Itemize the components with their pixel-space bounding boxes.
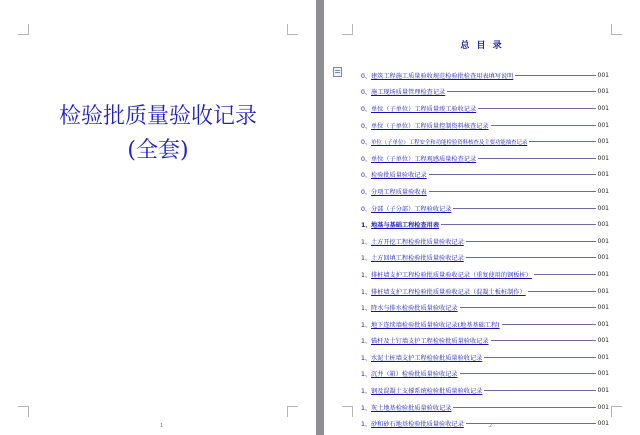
toc-entry-link[interactable]: 分项工程质量验收表 [371,188,427,196]
toc-entry-number: 1、 [361,421,372,429]
crop-mark-bottom-right [611,406,622,417]
toc-entry-link[interactable]: 排桩墙支护工程检验批质量验收记录（混凝土板桩制作） [371,288,526,296]
toc-entry-page: 001 [597,204,609,212]
toc-entry-page: 001 [597,154,609,162]
toc-entry-page: 001 [597,71,609,79]
toc-entry[interactable] [361,415,609,432]
toc-entry-page: 001 [597,237,609,245]
toc-entry-page: 001 [597,320,609,328]
crop-mark-bottom-right [287,406,298,417]
toc-entry[interactable] [361,382,609,399]
toc-leader-line [429,191,596,192]
toc-entry-number: 0、 [361,205,372,213]
toc-entry-page: 001 [597,353,609,361]
toc-entry[interactable] [361,167,609,184]
toc-entry-link[interactable]: 单位（子单位）工程观感质量检查记录 [371,155,477,163]
crop-mark-top-left [342,24,353,35]
toc-entry-link[interactable]: 土方回填工程检验批质量验收记录 [371,255,464,263]
crop-mark-bottom-left [18,406,29,417]
toc-entry[interactable] [361,216,609,233]
toc-entry-link[interactable]: 分部（子分部）工程验收记录 [371,205,452,213]
toc-entry-page: 001 [597,337,609,345]
toc-entry-page: 001 [597,187,609,195]
toc-entry-number: 0、 [361,105,372,113]
toc-entry[interactable] [361,250,609,267]
toc-entry[interactable] [361,183,609,200]
toc-entry-page: 001 [597,403,609,411]
toc-entry-page: 001 [597,121,609,129]
toc-entry-number: 0、 [361,72,372,80]
toc-entry-number: 1、 [361,404,372,412]
toc-entry-link[interactable]: 单位（子单位）工程质量竣工验收记录 [371,105,477,113]
toc-leader-line [484,390,595,391]
toc-leader-line [447,91,595,92]
cover-page-number: 1 [160,423,164,429]
toc-entry[interactable] [361,67,609,84]
toc-entry[interactable] [361,299,609,316]
toc-entry-page: 001 [597,287,609,295]
toc-entry[interactable] [361,266,609,283]
toc-entry[interactable] [361,349,609,366]
crop-mark-top-right [287,24,298,35]
toc-entry-link[interactable]: 地下连续墙检验批质量验收记录(地基基础工程) [371,321,500,329]
toc-entry-link[interactable]: 砂和砂石地基检验批质量验收记录 [371,421,464,429]
toc-entry-link[interactable]: 土方开挖工程检验批质量验收记录 [371,238,464,246]
toc-entry-link[interactable]: 锚杆及土钉墙支护工程检验批质量验收记录 [371,338,489,346]
toc-entry[interactable] [361,316,609,333]
toc-entry[interactable] [361,133,609,150]
toc-entry-number: 1、 [361,338,372,346]
toc-entry-number: 0、 [361,122,372,130]
toc-title: 总 目 录 [460,41,504,51]
cover-page [0,0,316,435]
toc-entry-number: 0、 [361,155,372,163]
toc-leader-line [528,291,596,292]
toc-entry[interactable] [361,117,609,134]
toc-leader-line [466,257,596,258]
toc-entry[interactable] [361,366,609,383]
toc-entry-link[interactable]: 降水与排水检验批质量验收记录 [371,305,458,313]
toc-page [324,0,640,435]
toc-entry[interactable] [361,100,609,117]
toc-list [361,67,609,432]
toc-entry-number: 1、 [361,321,372,329]
toc-entry-link[interactable]: 单位（子单位）工程质量控制资料核查记录 [371,122,489,130]
toc-entry[interactable] [361,200,609,217]
toc-leader-line [502,324,596,325]
toc-entry-number: 1、 [361,271,372,279]
toc-entry-number: 0、 [361,89,372,97]
toc-entry-number: 1、 [361,354,372,362]
cover-title-line1: 检验批质量验收记录 [58,104,257,129]
toc-leader-line [484,357,595,358]
toc-entry-page: 001 [597,171,609,179]
toc-entry-number: 1、 [361,305,372,313]
toc-entry-link[interactable]: 水泥土桩墙支护工程检验批质量验收记录 [371,354,483,362]
toc-entry-page: 001 [597,270,609,278]
toc-entry-page: 001 [597,88,609,96]
toc-entry-number: 0、 [361,139,372,147]
toc-leader-line [534,274,596,275]
toc-entry-number: 1、 [361,288,372,296]
toc-entry-number: 1、 [361,388,372,396]
toc-leader-line [491,125,596,126]
toc-entry-number: 1、 [361,371,372,379]
toc-entry[interactable] [361,233,609,250]
toc-entry-link[interactable]: 建筑工程施工质量验收规范检验批检查用表填写说明 [371,72,514,80]
toc-entry-number: 0、 [361,172,372,180]
toc-leader-line [466,423,596,424]
toc-leader-line [460,373,596,374]
toc-entry-link[interactable]: 检验批质量验收记录 [371,172,427,180]
toc-entry-number: 1、 [361,255,372,263]
toc-leader-line [453,407,595,408]
cover-title-line2: (全套) [127,138,189,163]
toc-entry-page: 001 [597,138,609,146]
toc-leader-line [529,141,595,142]
toc-leader-line [429,174,596,175]
toc-entry[interactable] [361,399,609,416]
crop-mark-bottom-left [342,406,353,417]
toc-page-number: 2 [489,423,493,429]
toc-entry[interactable] [361,150,609,167]
toc-leader-line [466,241,596,242]
toc-entry-link[interactable]: 施工现场质量管理检查记录 [371,89,446,97]
toc-entry-page: 001 [597,370,609,378]
toc-entry-page: 001 [597,420,609,428]
toc-entry-number: 0、 [361,188,372,196]
toc-entry-link[interactable]: 地基与基础工程检查用表 [371,222,440,230]
cover-title [0,100,316,168]
toc-entry-page: 001 [597,387,609,395]
toc-entry[interactable] [361,84,609,101]
toc-leader-line [491,340,596,341]
toc-leader-line [441,224,595,225]
toc-entry-number: 1、 [361,238,372,246]
toc-entry[interactable] [361,283,609,300]
toc-leader-line [460,307,596,308]
toc-entry-link[interactable]: 排桩墙支护工程检验批质量验收记录（重复使用的钢板桩） [371,271,532,279]
crop-mark-top-right [611,24,622,35]
toc-leader-line [478,158,595,159]
toc-entry-page: 001 [597,221,609,229]
toc-entry-link[interactable]: 灰土地基检验批质量验收记录 [371,404,452,412]
toc-entry-page: 001 [597,104,609,112]
toc-leader-line [478,108,595,109]
toc-entry-link[interactable]: 单位（子单位）工程安全和功能检验资料核查及主要功能抽查记录 [371,139,528,146]
toc-entry-link[interactable]: 钢及混凝土支撑系统检验批质量验收记录 [371,388,483,396]
toc-entry-page: 001 [597,304,609,312]
document-icon[interactable] [333,67,342,77]
crop-mark-top-left [18,24,29,35]
toc-entry-page: 001 [597,254,609,262]
toc-leader-line [515,75,595,76]
toc-entry-number: 1、 [361,222,372,230]
toc-entry-link[interactable]: 沉井（箱）检验批质量验收记录 [371,371,458,379]
toc-leader-line [453,208,595,209]
toc-entry[interactable] [361,333,609,350]
